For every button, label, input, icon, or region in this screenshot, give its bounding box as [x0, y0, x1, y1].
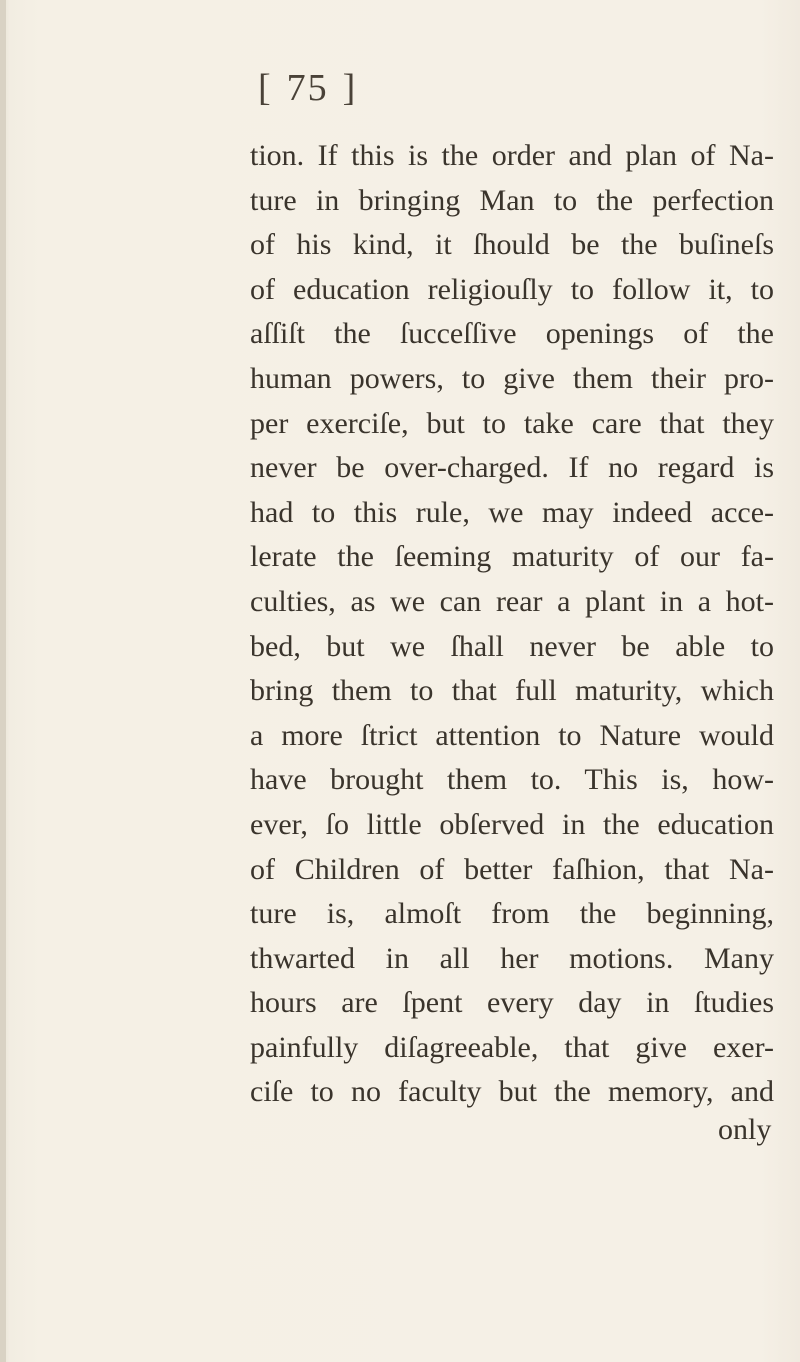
text-line: ciſe to no faculty but the memory, and	[250, 1075, 774, 1109]
text-line: ever, ſo little obſerved in the education	[250, 807, 774, 841]
body-text	[250, 134, 790, 1115]
text-line: had to this rule, we may indeed acce-	[250, 495, 774, 529]
text-line: culties, as we can rear a plant in a hot-	[250, 584, 774, 618]
text-line: of his kind, it ſhould be the buſineſs	[250, 228, 774, 262]
header-close-bracket: ]	[342, 67, 358, 109]
text-line: never be over-charged. If no regard is	[250, 451, 774, 485]
page-gutter-shadow	[0, 0, 6, 1362]
header-open-bracket: [	[258, 67, 273, 109]
text-line: a more ſtrict attention to Nature would	[250, 718, 774, 752]
page-number: 75	[286, 67, 329, 109]
text-line: have brought them to. This is, how-	[250, 763, 774, 797]
text-line: per exerciſe, but to take care that they	[250, 406, 774, 440]
text-line: bring them to that full maturity, which	[250, 674, 774, 708]
text-line: aſſiſt the ſucceſſive openings of the	[250, 317, 774, 351]
text-line: of education religiouſly to follow it, to	[250, 272, 774, 306]
catchword: only	[718, 1113, 772, 1146]
text-line: ture is, almoſt from the beginning,	[250, 897, 774, 931]
text-line: tion. If this is the order and plan of Na-	[250, 139, 774, 172]
text-line: lerate the ſeeming maturity of our fa-	[250, 540, 774, 574]
text-line: ture in bringing Man to the perfection	[250, 183, 774, 217]
text-line: thwarted in all her motions. Many	[250, 941, 774, 975]
text-line: of Children of better faſhion, that Na-	[250, 852, 774, 886]
text-line: painfully diſagreeable, that give exer-	[250, 1030, 774, 1064]
text-line: human powers, to give them their pro-	[250, 361, 774, 395]
page-header	[258, 66, 357, 110]
text-line: bed, but we ſhall never be able to	[250, 629, 774, 663]
text-line: hours are ſpent every day in ſtudies	[250, 986, 774, 1020]
